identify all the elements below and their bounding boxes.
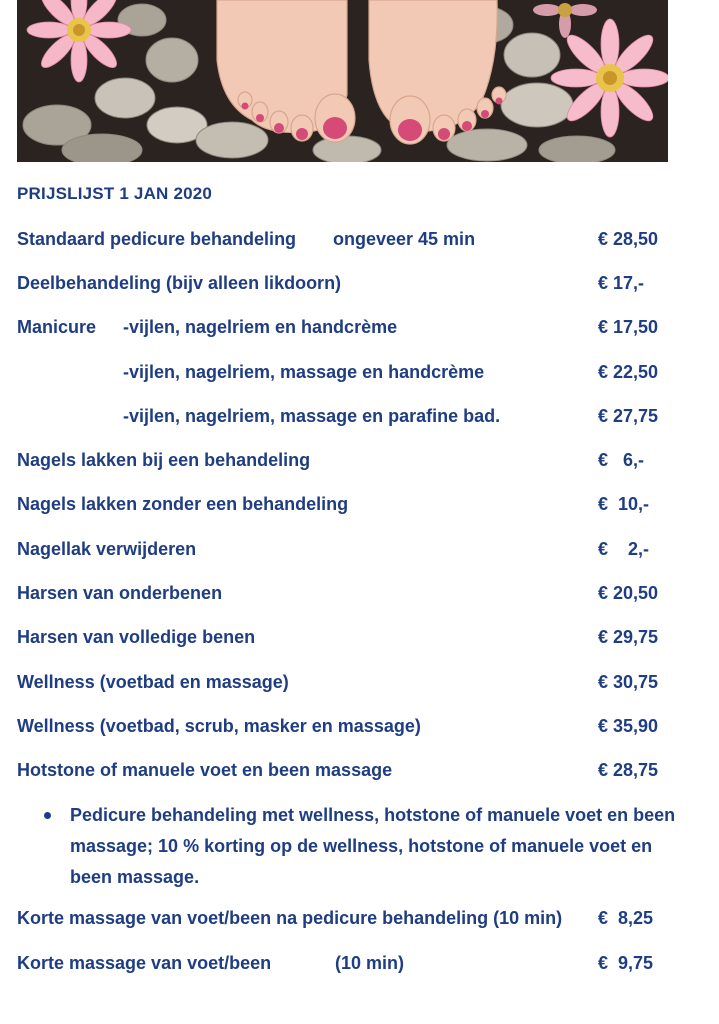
service-price: € 17,- <box>598 273 645 293</box>
service-price: € 29,75 <box>598 627 659 647</box>
service-price: € 6,- <box>598 450 645 470</box>
price-row <box>17 404 677 428</box>
note-line: massage; 10 % korting op de wellness, hotstone of manuele voet en <box>70 836 653 856</box>
service-label: Harsen van volledige benen <box>17 627 256 647</box>
service-label: Wellness (voetbad en massage) <box>17 672 289 692</box>
price-row <box>17 581 677 605</box>
photo-illustration <box>17 0 668 162</box>
service-price: € 35,90 <box>598 716 659 736</box>
note-line: been massage. <box>70 867 200 887</box>
service-price: € 27,75 <box>598 406 659 426</box>
price-row <box>17 951 677 975</box>
note-line: Pedicure behandeling met wellness, hotstone of manuele voet en been <box>70 805 676 825</box>
service-label: Manicure <box>17 317 97 337</box>
service-duration: (10 min) <box>335 953 405 973</box>
price-row <box>17 758 677 782</box>
service-label: Korte massage van voet/been na pedicure behandeling (10 min) <box>17 908 563 928</box>
price-row <box>17 227 677 251</box>
discount-note-text <box>70 800 710 893</box>
service-detail: -vijlen, nagelriem, massage en handcrème <box>123 362 485 382</box>
service-price: € 20,50 <box>598 583 659 603</box>
service-label: Deelbehandeling (bijv alleen likdoorn) <box>17 273 342 293</box>
price-row <box>17 492 677 516</box>
price-list-title: PRIJSLIJST 1 JAN 2020 <box>17 184 213 203</box>
service-label: Harsen van onderbenen <box>17 583 223 603</box>
service-price: € 28,50 <box>598 229 659 249</box>
service-price: € 30,75 <box>598 672 659 692</box>
price-row <box>17 315 677 339</box>
service-price: € 2,- <box>598 539 650 559</box>
service-price: € 22,50 <box>598 362 659 382</box>
service-price: € 28,75 <box>598 760 659 780</box>
price-row <box>17 271 677 295</box>
service-label: Hotstone of manuele voet en been massage <box>17 760 393 780</box>
price-row <box>17 360 677 384</box>
price-row <box>17 906 677 930</box>
service-duration: ongeveer 45 min <box>333 229 476 249</box>
service-detail: -vijlen, nagelriem, massage en parafine bad. <box>123 406 501 426</box>
price-row <box>17 714 677 738</box>
service-label: Wellness (voetbad, scrub, masker en massage) <box>17 716 421 736</box>
service-price: € 8,25 <box>598 908 654 928</box>
bullet-icon <box>44 812 51 819</box>
service-label: Korte massage van voet/been <box>17 953 272 973</box>
feet-flowers-photo <box>17 0 668 162</box>
service-label: Nagels lakken bij een behandeling <box>17 450 311 470</box>
service-price: € 10,- <box>598 494 650 514</box>
service-label: Nagels lakken zonder een behandeling <box>17 494 349 514</box>
service-detail: -vijlen, nagelriem en handcrème <box>123 317 398 337</box>
service-label: Nagellak verwijderen <box>17 539 197 559</box>
price-row <box>17 448 677 472</box>
price-row <box>17 537 677 561</box>
price-row <box>17 625 677 649</box>
price-row <box>17 670 677 694</box>
service-price: € 17,50 <box>598 317 659 337</box>
service-label: Standaard pedicure behandeling <box>17 229 297 249</box>
service-price: € 9,75 <box>598 953 654 973</box>
